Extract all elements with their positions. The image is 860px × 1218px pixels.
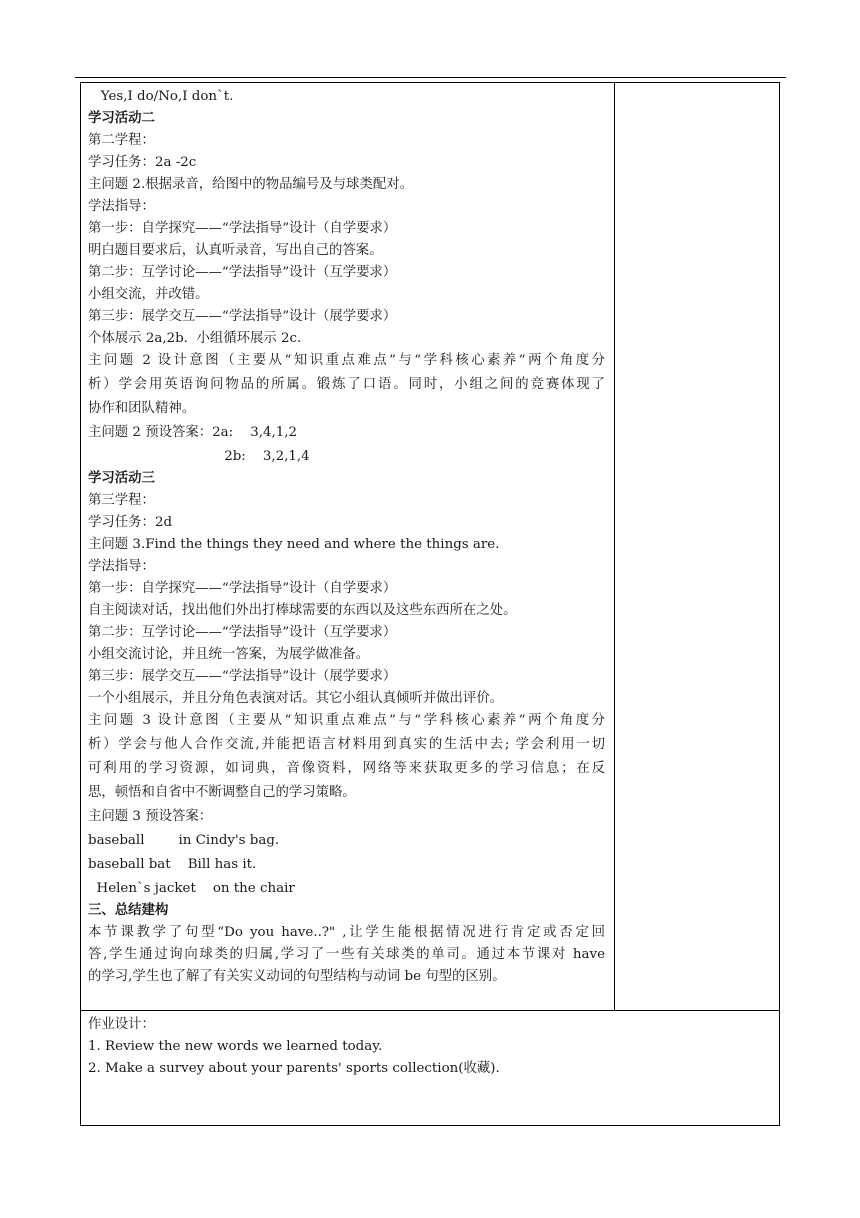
text-line: 第三步：展学交互——“学法指导”设计（展学要求） [88,309,397,324]
text-line: 2b: 3,2,1,4 [88,449,310,464]
lesson-content-cell [81,83,615,1010]
section-heading: 学习活动二 [88,111,155,126]
text-line: 析）学会与他人合作交流,并能把语言材料用到真实的生活中去; 学会利用一切 [88,737,605,752]
lesson-table [80,82,780,1126]
text-line: 个体展示 2a,2b. 小组循环展示 2c. [88,331,302,346]
text-line: 一个小组展示，并且分角色表演对话。其它小组认真倾听并做出评价。 [88,691,504,706]
text-line: 的学习,学生也了解了有关实义动词的句型结构与动词 be 句型的区别。 [88,969,506,984]
text-line: 第二步：互学讨论——“学法指导”设计（互学要求） [88,625,397,640]
homework-item: 2. Make a survey about your parents' sports collection(收藏). [88,1061,500,1076]
text-line: 第三学程： [88,493,155,508]
text-line: 主问题 2.根据录音，给图中的物品编号及与球类配对。 [88,177,414,192]
text-line: 第三步：展学交互——“学法指导”设计（展学要求） [88,669,397,684]
text-line: 协作和团队精神。 [88,401,196,416]
text-line: 思，顿悟和自省中不断调整自己的学习策略。 [88,785,356,800]
text-line: 主问题 2 设计意图（主要从“知识重点难点”与“学科核心素养”两个角度分 [88,353,605,368]
text-line: 主问题 3 设计意图（主要从“知识重点难点”与“学科核心素养”两个角度分 [88,713,605,728]
text-line: 析）学会用英语询问物品的所属。锻炼了口语。同时，小组之间的竞赛体现了 [88,377,605,392]
text-line: 第二步：互学讨论——“学法指导”设计（互学要求） [88,265,397,280]
text-line: 学习任务：2a -2c [88,155,197,170]
section-heading: 三、总结建构 [88,903,169,918]
section-heading: 学习活动三 [88,471,155,486]
homework-item: 1. Review the new words we learned today. [88,1039,383,1054]
text-line: 明白题目要求后，认真听录音，写出自己的答案。 [88,243,383,258]
text-line: baseball bat Bill has it. [88,857,257,872]
header-rule [75,77,786,78]
text-line: 第二学程： [88,133,155,148]
text-line: Helen`s jacket on the chair [88,881,295,896]
text-line: 小组交流，并改错。 [88,287,209,302]
notes-cell [615,83,779,1010]
text-line: 小组交流讨论，并且统一答案，为展学做准备。 [88,647,370,662]
text-line: 可利用的学习资源，如词典，音像资料，网络等来获取更多的学习信息；在反 [88,761,605,776]
text-line: 第一步：自学探究——“学法指导”设计（自学要求） [88,221,397,236]
text-line: baseball in Cindy's bag. [88,833,280,848]
text-line: 本节课教学了句型“Do you have..?" ,让学生能根据情况进行肯定或否定回 [88,925,605,940]
homework-cell [81,1011,779,1125]
text-line: 学法指导： [88,559,155,574]
text-line: Yes,I do/No,I don`t. [88,89,234,104]
text-line: 自主阅读对话，找出他们外出打棒球需要的东西以及这些东西所在之处。 [88,603,517,618]
text-line: 第一步：自学探究——“学法指导”设计（自学要求） [88,581,397,596]
text-line: 主问题 3.Find the things they need and where the things are. [88,537,500,552]
text-line: 学法指导： [88,199,155,214]
text-line: 主问题 3 预设答案： [88,809,213,824]
homework-title: 作业设计： [88,1017,155,1032]
text-line: 主问题 2 预设答案：2a: 3,4,1,2 [88,425,298,440]
text-line: 学习任务：2d [88,515,173,530]
text-line: 答,学生通过询向球类的归属,学习了一些有关球类的单司。通过本节课对 have [88,947,605,962]
